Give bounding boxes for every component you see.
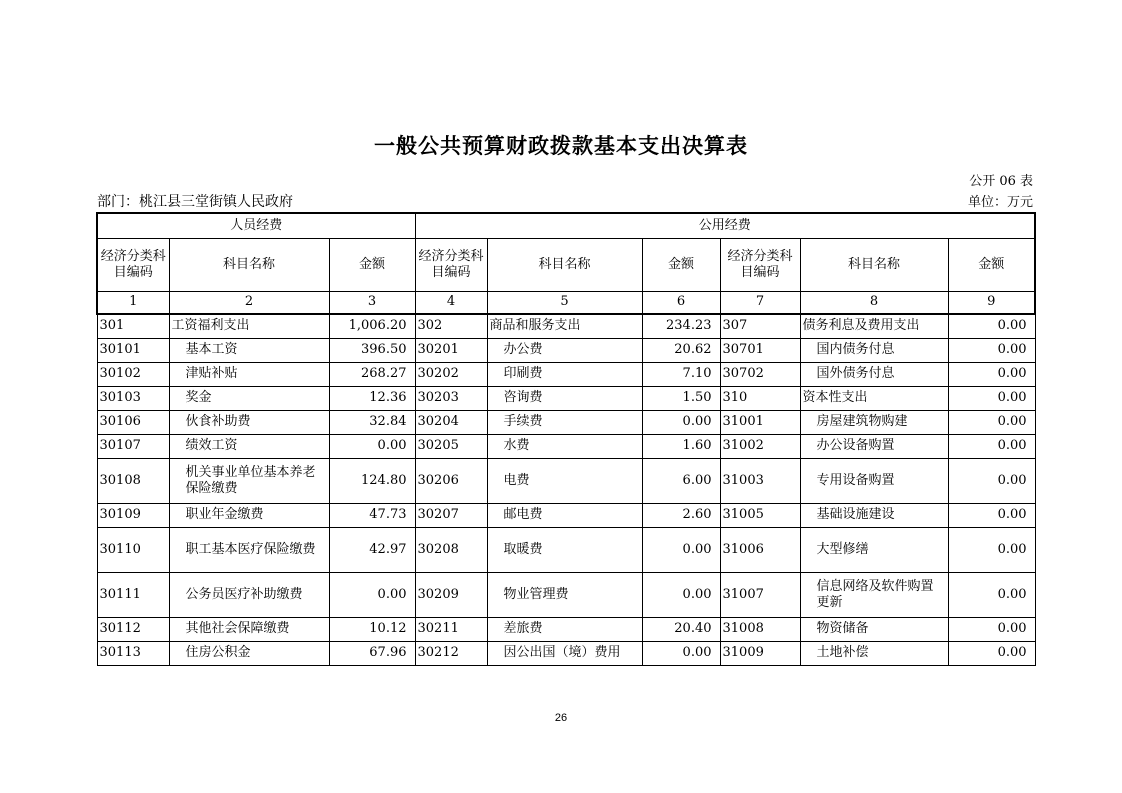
amount-cell: 0.00 [948,314,1035,338]
code-cell: 30207 [415,503,487,527]
code-cell: 30212 [415,641,487,665]
amount-cell: 234.23 [642,314,720,338]
header-amount: 金额 [329,238,415,291]
name-cell: 物资储备 [800,617,948,641]
column-number: 1 [97,291,169,314]
amount-cell: 0.00 [948,527,1035,572]
table-row [97,410,1035,434]
amount-cell: 0.00 [642,641,720,665]
code-cell: 30203 [415,386,487,410]
amount-cell: 0.00 [329,572,415,617]
header-name: 科目名称 [169,238,329,291]
amount-cell: 0.00 [948,458,1035,503]
code-cell: 302 [415,314,487,338]
name-cell: 电费 [487,458,642,503]
amount-cell: 124.80 [329,458,415,503]
column-number: 3 [329,291,415,314]
table-row [97,641,1035,665]
header-amount: 金额 [642,238,720,291]
name-cell: 因公出国（境）费用 [487,641,642,665]
code-cell: 30209 [415,572,487,617]
column-number: 6 [642,291,720,314]
name-cell: 咨询费 [487,386,642,410]
amount-cell: 0.00 [329,434,415,458]
code-cell: 30101 [97,338,169,362]
group-header-public: 公用经费 [415,213,1035,238]
name-cell: 职业年金缴费 [169,503,329,527]
amount-cell: 6.00 [642,458,720,503]
table-row [97,386,1035,410]
code-cell: 30103 [97,386,169,410]
name-cell: 机关事业单位基本养老保险缴费 [169,458,329,503]
amount-cell: 0.00 [948,617,1035,641]
column-number: 2 [169,291,329,314]
column-number: 7 [720,291,800,314]
name-cell: 土地补偿 [800,641,948,665]
column-number: 8 [800,291,948,314]
table-row [97,572,1035,617]
column-number: 5 [487,291,642,314]
name-cell: 津贴补贴 [169,362,329,386]
amount-cell: 0.00 [948,386,1035,410]
code-cell: 30702 [720,362,800,386]
column-number: 4 [415,291,487,314]
name-cell: 公务员医疗补助缴费 [169,572,329,617]
name-cell: 工资福利支出 [169,314,329,338]
amount-cell: 0.00 [642,527,720,572]
amount-cell: 1.60 [642,434,720,458]
code-cell: 31006 [720,527,800,572]
name-cell: 基本工资 [169,338,329,362]
department-label: 部门：桃江县三堂街镇人民政府 [97,194,293,210]
table-row [97,434,1035,458]
name-cell: 办公费 [487,338,642,362]
amount-cell: 0.00 [948,503,1035,527]
code-cell: 30208 [415,527,487,572]
amount-cell: 0.00 [948,410,1035,434]
amount-cell: 0.00 [948,434,1035,458]
code-cell: 30113 [97,641,169,665]
page-number: 26 [554,712,568,724]
amount-cell: 0.00 [948,572,1035,617]
name-cell: 商品和服务支出 [487,314,642,338]
name-cell: 基础设施建设 [800,503,948,527]
amount-cell: 20.62 [642,338,720,362]
code-cell: 30201 [415,338,487,362]
name-cell: 物业管理费 [487,572,642,617]
amount-cell: 0.00 [948,641,1035,665]
code-cell: 307 [720,314,800,338]
table-row [97,617,1035,641]
code-cell: 30112 [97,617,169,641]
code-cell: 31001 [720,410,800,434]
code-cell: 301 [97,314,169,338]
code-cell: 30109 [97,503,169,527]
name-cell: 国内债务付息 [800,338,948,362]
table-row [97,362,1035,386]
name-cell: 办公设备购置 [800,434,948,458]
name-cell: 国外债务付息 [800,362,948,386]
amount-cell: 0.00 [642,410,720,434]
amount-cell: 268.27 [329,362,415,386]
header-amount: 金额 [948,238,1035,291]
code-cell: 30107 [97,434,169,458]
code-cell: 30211 [415,617,487,641]
header-name: 科目名称 [487,238,642,291]
name-cell: 债务利息及费用支出 [800,314,948,338]
amount-cell: 0.00 [948,338,1035,362]
code-cell: 30204 [415,410,487,434]
header-code: 经济分类科目编码 [415,238,487,291]
unit-label: 单位：万元 [967,195,1033,210]
table-row [97,338,1035,362]
expenditure-table [96,212,1036,666]
code-cell: 30110 [97,527,169,572]
name-cell: 大型修缮 [800,527,948,572]
column-number: 9 [948,291,1035,314]
amount-cell: 2.60 [642,503,720,527]
table-row [97,314,1035,338]
amount-cell: 32.84 [329,410,415,434]
code-cell: 30102 [97,362,169,386]
name-cell: 专用设备购置 [800,458,948,503]
code-cell: 30202 [415,362,487,386]
name-cell: 房屋建筑物购建 [800,410,948,434]
code-cell: 30106 [97,410,169,434]
header-name: 科目名称 [800,238,948,291]
amount-cell: 7.10 [642,362,720,386]
code-cell: 310 [720,386,800,410]
name-cell: 其他社会保障缴费 [169,617,329,641]
code-cell: 31008 [720,617,800,641]
amount-cell: 12.36 [329,386,415,410]
table-row [97,458,1035,503]
name-cell: 水费 [487,434,642,458]
amount-cell: 1,006.20 [329,314,415,338]
code-cell: 30108 [97,458,169,503]
amount-cell: 10.12 [329,617,415,641]
code-cell: 31005 [720,503,800,527]
name-cell: 信息网络及软件购置更新 [800,572,948,617]
amount-cell: 396.50 [329,338,415,362]
name-cell: 绩效工资 [169,434,329,458]
group-header-personnel: 人员经费 [97,213,415,238]
header-code: 经济分类科目编码 [97,238,169,291]
form-number: 公开 06 表 [969,174,1033,189]
name-cell: 伙食补助费 [169,410,329,434]
code-cell: 31007 [720,572,800,617]
name-cell: 印刷费 [487,362,642,386]
amount-cell: 67.96 [329,641,415,665]
code-cell: 31002 [720,434,800,458]
code-cell: 30206 [415,458,487,503]
amount-cell: 0.00 [948,362,1035,386]
code-cell: 30701 [720,338,800,362]
name-cell: 取暖费 [487,527,642,572]
page-title: 一般公共预算财政拨款基本支出决算表 [374,133,748,158]
name-cell: 资本性支出 [800,386,948,410]
amount-cell: 47.73 [329,503,415,527]
amount-cell: 42.97 [329,527,415,572]
name-cell: 手续费 [487,410,642,434]
name-cell: 邮电费 [487,503,642,527]
code-cell: 30111 [97,572,169,617]
amount-cell: 20.40 [642,617,720,641]
header-code: 经济分类科目编码 [720,238,800,291]
amount-cell: 0.00 [642,572,720,617]
amount-cell: 1.50 [642,386,720,410]
code-cell: 30205 [415,434,487,458]
code-cell: 31003 [720,458,800,503]
name-cell: 住房公积金 [169,641,329,665]
code-cell: 31009 [720,641,800,665]
table-row [97,503,1035,527]
name-cell: 职工基本医疗保险缴费 [169,527,329,572]
name-cell: 奖金 [169,386,329,410]
table-row [97,527,1035,572]
name-cell: 差旅费 [487,617,642,641]
